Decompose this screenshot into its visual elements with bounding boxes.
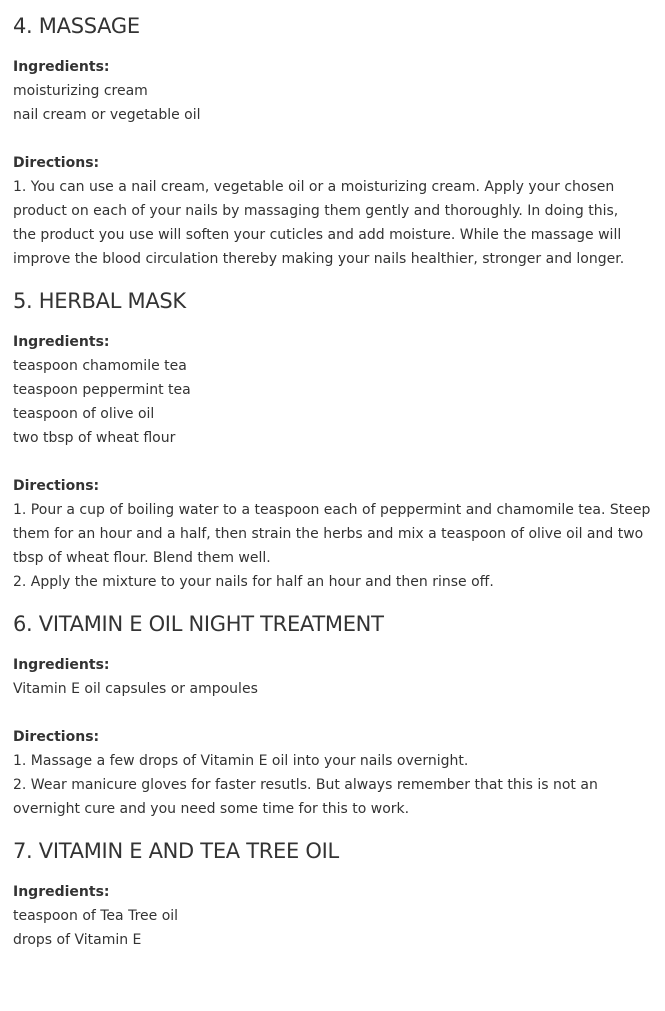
directions-line: 1. You can use a nail cream, vegetable oil or a moisturizing cream. Apply your chosen [13,179,615,195]
ingredient-item: teaspoon chamomile tea [13,358,187,374]
spacer [13,127,652,151]
directions-line: 1. Massage a few drops of Vitamin E oil into your nails overnight. [13,753,469,769]
directions-line: 1. Pour a cup of boiling water to a teaspoon each of peppermint and chamomile tea. Steep [13,502,651,518]
directions-line: product on each of your nails by massaging them gently and thoroughly. In doing this, [13,203,619,219]
directions-label: Directions: [13,729,100,745]
directions-label: Directions: [13,478,100,494]
ingredients-label: Ingredients: [13,59,110,75]
section-herbal-mask [13,271,652,594]
ingredient-item: moisturizing cream [13,83,148,99]
directions-line: them for an hour and a half, then strain the herbs and mix a teaspoon of olive oil and two [13,526,644,542]
ingredient-item: Vitamin E oil capsules or ampoules [13,681,258,697]
section-title: 4. MASSAGE [13,14,140,38]
ingredients-label: Ingredients: [13,884,110,900]
section-massage [13,0,652,271]
ingredient-item: teaspoon of olive oil [13,406,155,422]
ingredients-label: Ingredients: [13,334,110,350]
directions-line: improve the blood circulation thereby making your nails healthier, stronger and longer. [13,251,625,267]
directions-label: Directions: [13,155,100,171]
section-vitamin-e-tea-tree-oil [13,821,652,952]
directions-line: the product you use will soften your cuticles and add moisture. While the massage will [13,227,622,243]
spacer [13,450,652,474]
ingredient-item: two tbsp of wheat flour [13,430,176,446]
section-title: 5. HERBAL MASK [13,289,186,313]
directions-line: tbsp of wheat flour. Blend them well. [13,550,271,566]
ingredients-label: Ingredients: [13,657,110,673]
ingredient-item: teaspoon peppermint tea [13,382,191,398]
section-title: 6. VITAMIN E OIL NIGHT TREATMENT [13,612,384,636]
directions-line: overnight cure and you need some time for this to work. [13,801,410,817]
ingredient-item: nail cream or vegetable oil [13,107,201,123]
section-vitamin-e-night-treatment [13,594,652,821]
directions-line: 2. Apply the mixture to your nails for half an hour and then rinse off. [13,574,494,590]
directions-line: 2. Wear manicure gloves for faster resutls. But always remember that this is not an [13,777,598,793]
ingredient-item: teaspoon of Tea Tree oil [13,908,179,924]
section-title: 7. VITAMIN E AND TEA TREE OIL [13,839,339,863]
ingredient-item: drops of Vitamin E [13,932,142,948]
spacer [13,701,652,725]
